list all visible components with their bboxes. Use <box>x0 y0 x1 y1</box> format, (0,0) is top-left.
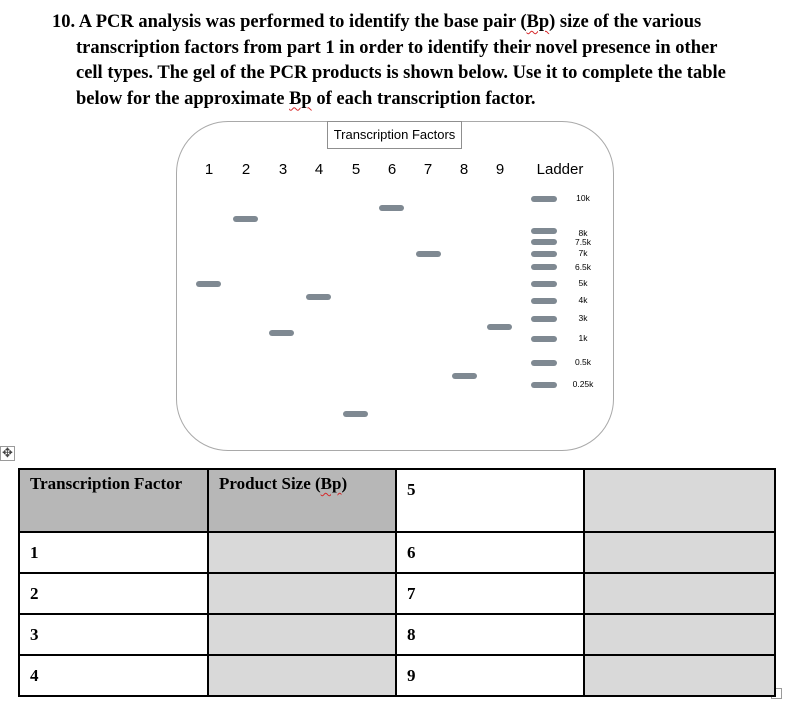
product-size-input-cell[interactable] <box>584 573 775 614</box>
ladder-band <box>531 228 557 234</box>
question-line-4: below for the approximate Bp of each transcription factor. <box>76 88 536 109</box>
band-lane-3 <box>269 330 294 336</box>
band-lane-6 <box>379 205 404 211</box>
spellcheck-word: Bp <box>526 12 550 32</box>
question-line-1: 10. A PCR analysis was performed to identify the base pair (Bp) size of the various <box>52 12 702 32</box>
lane-label-9: 9 <box>495 161 505 178</box>
factor-cell: 3 <box>19 614 208 655</box>
band-lane-8 <box>452 373 477 379</box>
table-row <box>19 573 775 614</box>
spellcheck-word: Bp <box>289 88 312 109</box>
header-product-size: Product Size (Bp) <box>208 469 396 532</box>
ladder-band <box>531 298 557 304</box>
ladder-size-label: 3k <box>578 313 588 323</box>
table-row <box>19 655 775 696</box>
product-size-input-cell[interactable] <box>208 655 396 696</box>
product-size-input-cell[interactable] <box>584 532 775 573</box>
ladder-size-label: 0.5k <box>574 357 592 367</box>
product-size-input-cell[interactable] <box>208 614 396 655</box>
lane-label-4: 4 <box>314 161 324 178</box>
band-lane-5 <box>343 411 368 417</box>
ladder-size-label: 4k <box>578 295 588 305</box>
table-row <box>19 532 775 573</box>
factor-cell: 2 <box>19 573 208 614</box>
product-size-input-cell[interactable] <box>208 573 396 614</box>
ladder-band <box>531 336 557 342</box>
answer-table <box>18 468 776 697</box>
ladder-band <box>531 196 557 202</box>
product-size-input-cell[interactable] <box>208 532 396 573</box>
band-lane-1 <box>196 281 221 287</box>
factor-cell: 9 <box>396 655 584 696</box>
lane-label-8: 8 <box>459 161 469 178</box>
move-arrows-icon[interactable]: ✥ <box>0 446 15 461</box>
ladder-band <box>531 239 557 245</box>
factor-cell: 7 <box>396 573 584 614</box>
ladder-label: Ladder <box>536 161 584 178</box>
factor-cell: 8 <box>396 614 584 655</box>
question-line-3: cell types. The gel of the PCR products is shown below. Use it to complete the table <box>76 63 726 83</box>
factor-cell: 4 <box>19 655 208 696</box>
spellcheck-word: Bp <box>320 474 342 493</box>
product-size-input-cell[interactable] <box>584 655 775 696</box>
ladder-size-label: 7.5k <box>574 237 592 247</box>
factor-cell: 6 <box>396 532 584 573</box>
table-header-row <box>19 469 775 532</box>
ladder-band <box>531 382 557 388</box>
ladder-size-label: 10k <box>576 193 590 203</box>
band-lane-4 <box>306 294 331 300</box>
ladder-size-label: 6.5k <box>574 262 592 272</box>
ladder-size-label: 8k <box>578 228 588 238</box>
ladder-band <box>531 281 557 287</box>
lane-label-6: 6 <box>387 161 397 178</box>
band-lane-7 <box>416 251 441 257</box>
ladder-band <box>531 264 557 270</box>
factor-cell: 5 <box>396 469 584 532</box>
question-line-2: transcription factors from part 1 in order to identify their novel presence in other <box>76 37 718 58</box>
lane-label-5: 5 <box>351 161 361 178</box>
header-transcription-factor: Transcription Factor <box>19 469 208 532</box>
ladder-size-label: 0.25k <box>572 379 594 389</box>
product-size-input-cell[interactable] <box>584 469 775 532</box>
question-text <box>52 10 772 112</box>
band-lane-9 <box>487 324 512 330</box>
ladder-band <box>531 251 557 257</box>
ladder-size-label: 5k <box>578 278 588 288</box>
ladder-size-label: 1k <box>578 333 588 343</box>
ladder-band <box>531 360 557 366</box>
lane-label-7: 7 <box>423 161 433 178</box>
table-row <box>19 614 775 655</box>
gel-title: Transcription Factors <box>327 121 462 149</box>
band-lane-2 <box>233 216 258 222</box>
lane-label-2: 2 <box>241 161 251 178</box>
factor-cell: 1 <box>19 532 208 573</box>
product-size-input-cell[interactable] <box>584 614 775 655</box>
lane-label-1: 1 <box>204 161 214 178</box>
ladder-band <box>531 316 557 322</box>
ladder-size-label: 7k <box>578 248 588 258</box>
lane-label-3: 3 <box>278 161 288 178</box>
